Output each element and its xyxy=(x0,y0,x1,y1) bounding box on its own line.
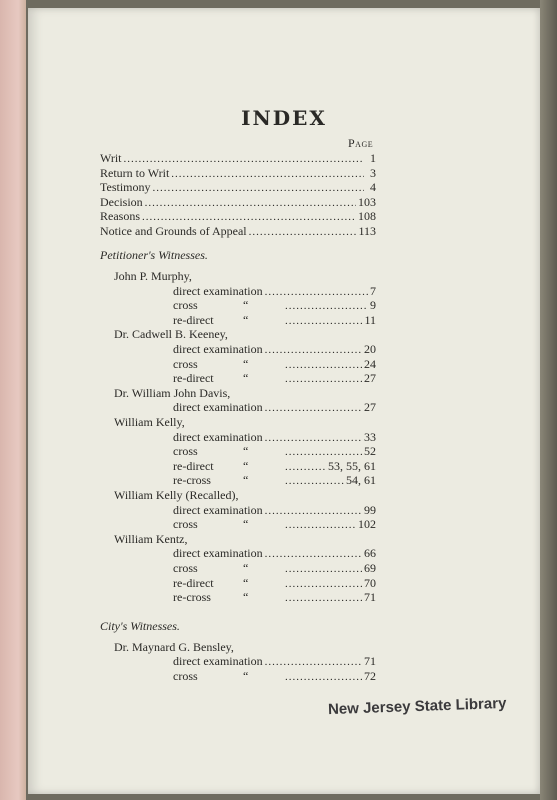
leader-dots xyxy=(265,402,362,414)
leader-dots xyxy=(265,344,362,356)
leader-dots xyxy=(171,167,364,181)
witness-name: Dr. William John Davis, xyxy=(114,385,231,400)
page-edge-left xyxy=(0,0,26,800)
entry-page: 52 xyxy=(364,444,376,459)
examination-type xyxy=(173,430,263,445)
examination-label: direct examination xyxy=(173,546,263,561)
entry-page: 113 xyxy=(358,224,376,238)
witness-name: John P. Murphy, xyxy=(114,269,192,283)
entry-label: Notice and Grounds of Appeal xyxy=(100,224,247,238)
ditto-mark: “ xyxy=(243,517,249,532)
ditto-mark: “ xyxy=(243,371,249,386)
examination-entry xyxy=(173,400,376,415)
ditto-mark: “ xyxy=(243,590,249,605)
examination-label: cross xyxy=(173,298,198,313)
examination-label: re-direct xyxy=(173,575,214,590)
entry-label: Testimony xyxy=(100,180,151,195)
examination-entry xyxy=(173,313,376,328)
entry-page: 4 xyxy=(370,180,376,195)
examination-entry xyxy=(173,561,376,576)
leader-dots xyxy=(285,519,356,531)
examination-type xyxy=(173,371,243,386)
examination-entry xyxy=(173,517,376,532)
examination-entry xyxy=(173,503,376,518)
index-entry xyxy=(100,209,376,224)
examination-label: re-direct xyxy=(173,371,214,386)
examination-type xyxy=(173,459,243,474)
entry-page: 11 xyxy=(364,312,376,327)
leader-dots xyxy=(249,225,357,239)
entry-page: 71 xyxy=(364,590,376,605)
examination-type xyxy=(173,517,243,532)
examination-type xyxy=(173,561,243,576)
entry-page: 54, 61 xyxy=(346,473,376,488)
examination-type xyxy=(173,313,243,328)
examination-type xyxy=(173,590,243,605)
leader-dots xyxy=(285,446,362,458)
examination-entry xyxy=(173,576,376,591)
examination-entry xyxy=(173,430,376,445)
entry-page: 24 xyxy=(364,356,376,371)
ditto-mark: “ xyxy=(243,444,249,459)
index-entry xyxy=(100,166,376,181)
examination-type xyxy=(173,669,243,684)
section-heading: City's Witnesses. xyxy=(100,618,180,633)
leader-dots xyxy=(285,359,362,371)
ditto-mark: “ xyxy=(243,561,249,575)
examination-type xyxy=(173,284,263,299)
examination-type xyxy=(173,473,243,488)
examination-type xyxy=(173,444,243,459)
leader-dots xyxy=(285,373,362,385)
section-heading: Petitioner's Witnesses. xyxy=(100,248,208,262)
leader-dots xyxy=(265,656,362,668)
entry-page: 103 xyxy=(358,194,376,209)
examination-label: re-direct xyxy=(173,458,214,473)
examination-entry xyxy=(173,654,376,669)
entry-page: 70 xyxy=(364,575,376,590)
examination-entry xyxy=(173,284,376,299)
witness-name: Dr. Maynard G. Bensley, xyxy=(114,639,234,654)
leader-dots xyxy=(153,181,365,195)
page-column-heading: Page xyxy=(348,136,374,150)
ditto-mark: “ xyxy=(243,473,249,488)
entry-page: 27 xyxy=(364,400,376,415)
leader-dots xyxy=(265,286,368,298)
examination-type xyxy=(173,357,243,372)
examination-type xyxy=(173,546,263,561)
leader-dots xyxy=(285,300,368,312)
entry-page: 3 xyxy=(370,165,376,180)
index-entry xyxy=(100,224,376,239)
examination-label: re-direct xyxy=(173,312,214,327)
examination-label: direct examination xyxy=(173,283,263,298)
examination-entry xyxy=(173,546,376,561)
examination-type xyxy=(173,654,263,669)
entry-page: 33 xyxy=(364,429,376,444)
examination-label: cross xyxy=(173,517,198,532)
entry-page: 72 xyxy=(364,669,376,683)
ditto-mark: “ xyxy=(243,575,249,590)
leader-dots xyxy=(265,505,362,517)
examination-entry xyxy=(173,473,376,488)
examination-entry xyxy=(173,590,376,605)
examination-entry xyxy=(173,371,376,386)
entry-page: 102 xyxy=(358,517,376,532)
leader-dots xyxy=(142,210,356,224)
examination-label: cross xyxy=(173,561,198,575)
examination-entry xyxy=(173,669,376,684)
examination-type xyxy=(173,503,263,518)
examination-label: cross xyxy=(173,444,198,459)
ditto-mark: “ xyxy=(243,312,249,327)
witness-name: William Kelly (Recalled), xyxy=(114,488,239,502)
entry-page: 1 xyxy=(370,151,376,165)
examination-label: cross xyxy=(173,356,198,371)
examination-label: re-cross xyxy=(173,590,211,605)
examination-entry xyxy=(173,342,376,357)
examination-type xyxy=(173,298,243,313)
entry-page: 71 xyxy=(364,654,376,669)
leader-dots xyxy=(285,592,362,604)
ditto-mark: “ xyxy=(243,356,249,371)
ditto-mark: “ xyxy=(243,669,249,683)
examination-entry xyxy=(173,459,376,474)
index-entry xyxy=(100,151,376,166)
examination-label: re-cross xyxy=(173,473,211,488)
index-title: INDEX xyxy=(241,106,327,130)
entry-page: 20 xyxy=(364,342,376,356)
examination-label: direct examination xyxy=(173,502,263,517)
index-entry xyxy=(100,195,376,210)
leader-dots xyxy=(285,315,362,327)
entry-label: Reasons xyxy=(100,209,140,224)
entry-label: Return to Writ xyxy=(100,165,170,180)
entry-page: 69 xyxy=(364,561,376,575)
leader-dots xyxy=(285,475,344,487)
leader-dots xyxy=(265,432,362,444)
examination-type xyxy=(173,342,263,357)
examination-label: cross xyxy=(173,669,198,683)
examination-label: direct examination xyxy=(173,654,263,669)
leader-dots xyxy=(285,563,362,575)
document-page xyxy=(28,8,540,794)
entry-label: Decision xyxy=(100,194,143,209)
entry-label: Writ xyxy=(100,151,122,165)
leader-dots xyxy=(124,152,364,166)
ditto-mark: “ xyxy=(243,298,249,313)
witness-name: William Kentz, xyxy=(114,531,188,546)
examination-label: direct examination xyxy=(173,429,263,444)
witness-name: William Kelly, xyxy=(114,415,185,429)
witness-name: Dr. Cadwell B. Keeney, xyxy=(114,327,228,342)
entry-page: 7 xyxy=(370,283,376,298)
entry-page: 108 xyxy=(358,209,376,224)
examination-entry xyxy=(173,444,376,459)
entry-page: 66 xyxy=(364,546,376,561)
page-edge-right xyxy=(540,0,557,800)
leader-dots xyxy=(145,196,356,210)
leader-dots xyxy=(285,578,362,590)
entry-page: 53, 55, 61 xyxy=(328,458,376,473)
examination-label: direct examination xyxy=(173,400,263,415)
examination-type xyxy=(173,400,263,415)
leader-dots xyxy=(285,671,362,683)
examination-label: direct examination xyxy=(173,342,263,356)
leader-dots xyxy=(265,548,362,560)
examination-entry xyxy=(173,357,376,372)
index-entry xyxy=(100,180,376,195)
entry-page: 99 xyxy=(364,502,376,517)
examination-type xyxy=(173,576,243,591)
examination-entry xyxy=(173,298,376,313)
entry-page: 27 xyxy=(364,371,376,386)
entry-page: 9 xyxy=(370,298,376,313)
leader-dots xyxy=(285,461,326,473)
ditto-mark: “ xyxy=(243,458,249,473)
library-stamp: New Jersey State Library xyxy=(327,694,507,719)
